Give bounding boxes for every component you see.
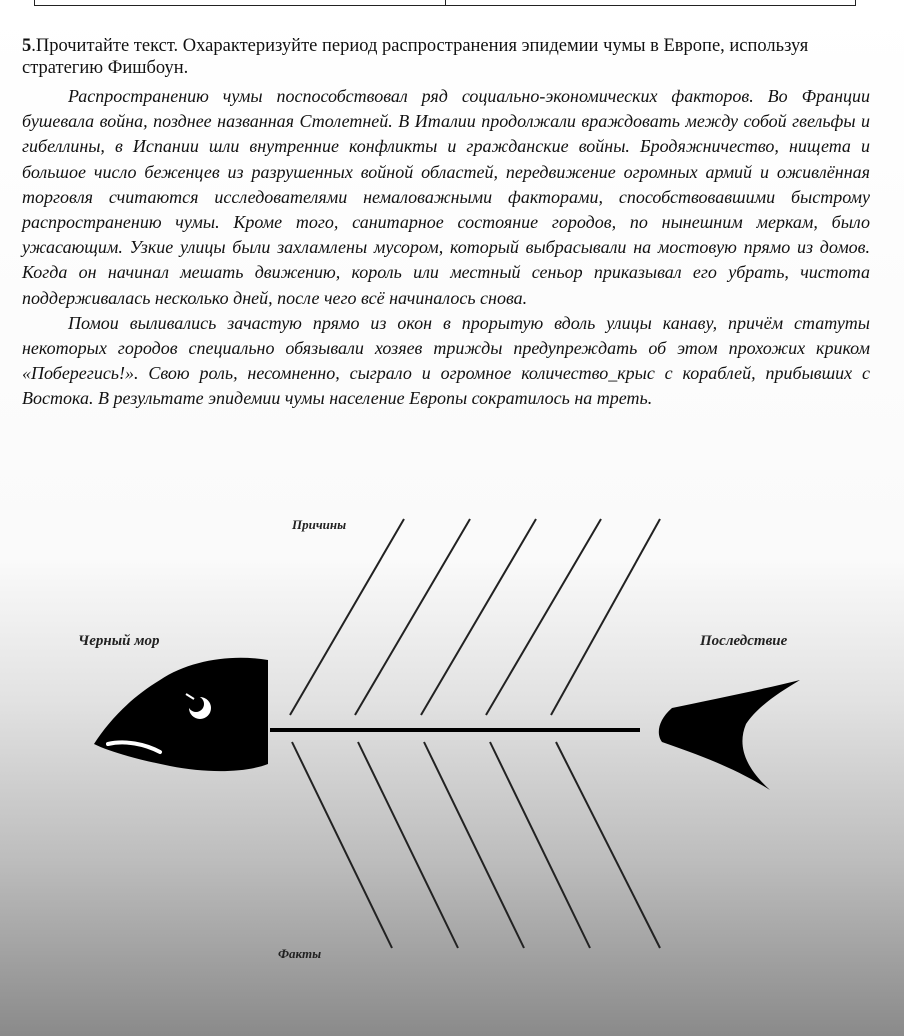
passage-paragraph-2: Помои выливались зачастую прямо из окон в прорытую вдоль улицы канаву, причём статуты некоторых городов специально обязывали хозяев трижды предупреждать об этом прохожих криком «Поберегись!». Свою роль, несомненно, сыграло и огромное количество_крыс с кораблей, прибывших с Востока. В результате эпидемии чумы население Европы сократилось на треть.: [22, 312, 870, 409]
fact-bone-2: [358, 742, 458, 948]
facts-label: Факты: [278, 946, 322, 961]
cause-bone-5: [551, 519, 660, 715]
fact-bone-4: [490, 742, 590, 948]
task-number: 5: [22, 36, 32, 56]
fact-bone-5: [556, 742, 660, 948]
cause-bone-4: [486, 519, 601, 715]
fact-bone-1: [292, 742, 392, 948]
fish-pupil: [188, 696, 204, 712]
passage-paragraph-1: Распространению чумы поспособствовал ряд социально-экономических факторов. Во Франции бушевала война, позднее названная Столетней. В Италии продолжали враждовать между собой гвельфы и гибеллины, в Испании шли внутренние конфликты и гражданские войны. Бродяжничество, нищета и большое число беженцев из разрушенных войной областей, передвижение огромных армий и оживлённая торговля считаются исследователями немаловажными факторами, способствовавшими быстрому распространению чумы. Кроме того, санитарное состояние городов, по нынешним меркам, было ужасающим. Узкие улицы были захламлены мусором, который выбрасывали на мостовую прямо из домов. Когда он начинал мешать движению, король или местный сеньор приказывал его убрать, чистота поддерживалась несколько дней, после чего всё начиналось снова.: [22, 86, 870, 308]
effect-label: Последствие: [700, 633, 788, 649]
fact-bones: [292, 742, 660, 948]
fact-bone-3: [424, 742, 524, 948]
fish-head: [94, 658, 268, 771]
cause-bone-2: [355, 519, 470, 715]
task-instruction: .Прочитайте текст. Охарактеризуйте период распространения эпидемии чумы в Европе, используя стратегию Фишбоун.: [22, 36, 809, 78]
cause-bone-1: [290, 519, 404, 715]
cause-bone-3: [421, 519, 536, 715]
topic-label: Черный мор: [78, 633, 160, 649]
cause-bones: [290, 519, 660, 715]
fish-tail: [659, 680, 800, 790]
causes-label: Причины: [292, 517, 347, 532]
